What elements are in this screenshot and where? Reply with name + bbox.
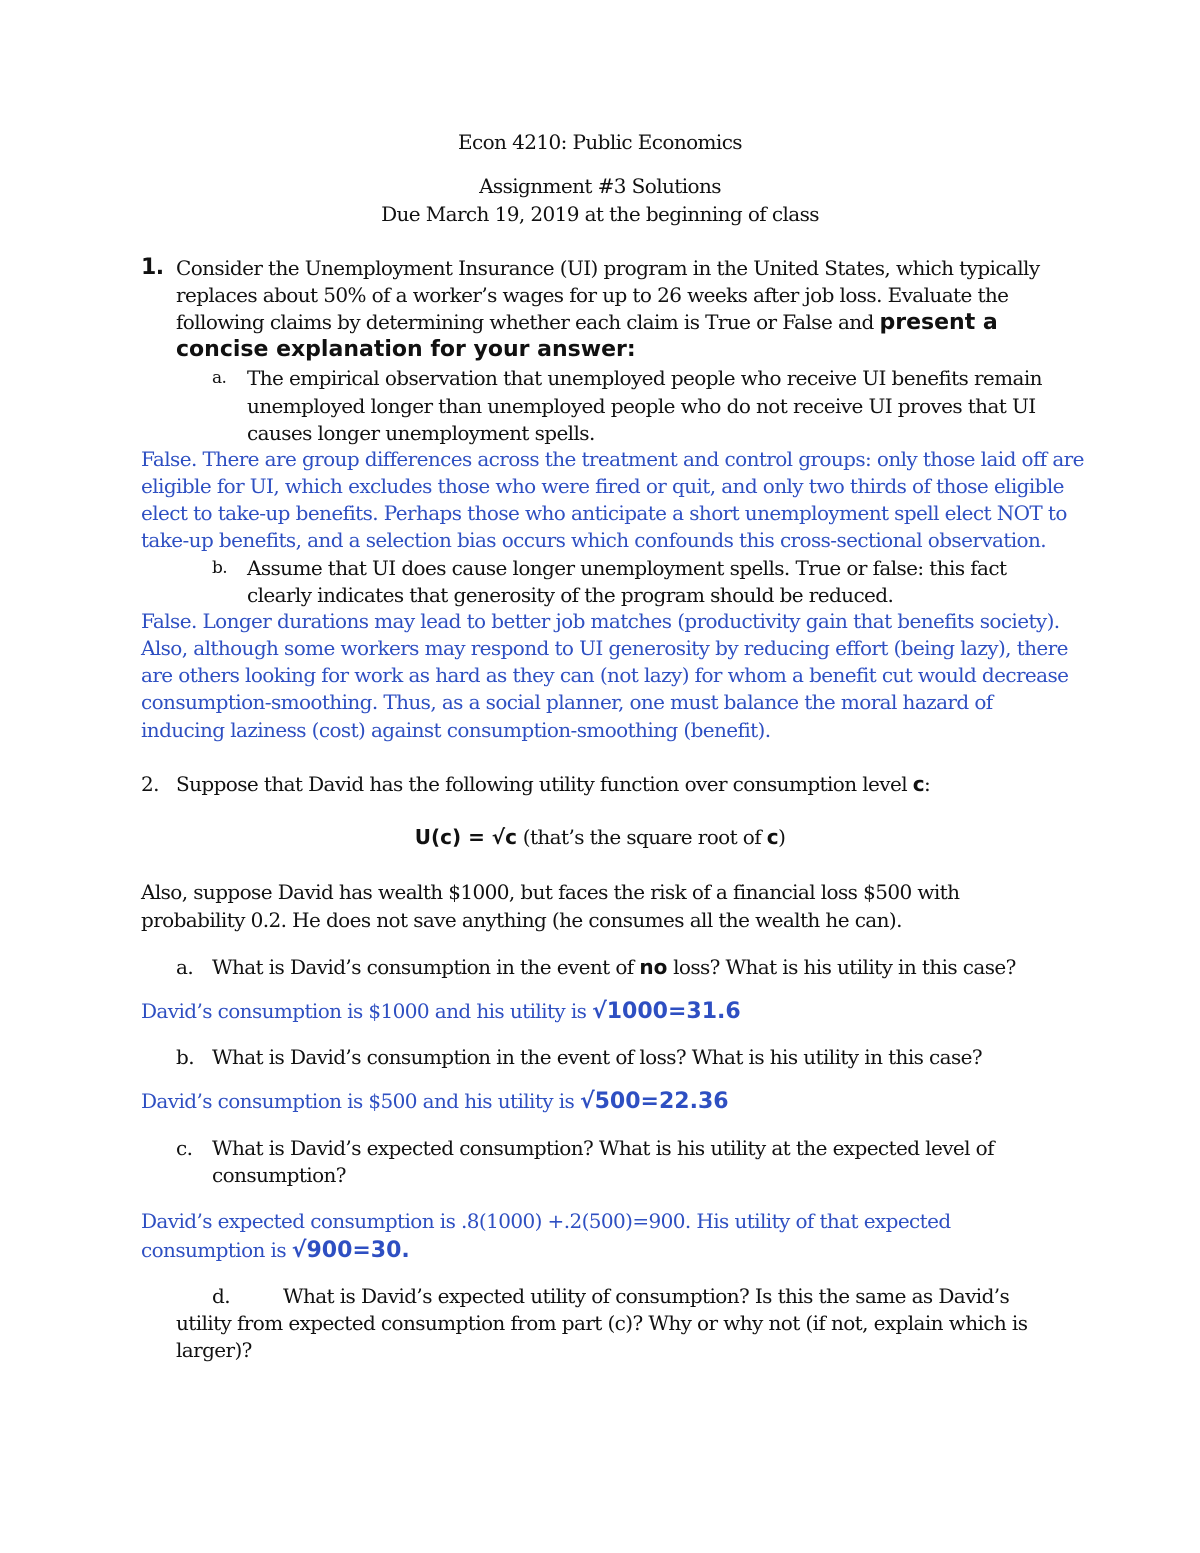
q1b-answer-3: are others looking for work as hard as they can (not lazy) for whom a benefit cut would decrease <box>141 663 1069 687</box>
q2b-letter: b. <box>176 1045 194 1069</box>
q1b-answer-1: False. Longer durations may lead to better job matches (productivity gain that benefits society). <box>141 609 1060 633</box>
utility-formula: U(c) = √c <box>414 825 517 849</box>
q2c-letter: c. <box>176 1136 193 1160</box>
q1-line-1: Consider the Unemployment Insurance (UI) program in the United States, which typically <box>176 256 1040 280</box>
q2-setup-2: probability 0.2. He does not save anything (he consumes all the wealth he can). <box>141 908 902 932</box>
q1a-line-1: The empirical observation that unemployed people who receive UI benefits remain <box>247 366 1042 390</box>
q1a-answer-4: take-up benefits, and a selection bias occurs which confounds this cross-sectional observation. <box>141 528 1047 552</box>
q2a-question <box>212 953 1016 981</box>
q2c-question-1: What is David’s expected consumption? What is his utility at the expected level of <box>212 1136 994 1160</box>
course-title: Econ 4210: Public Economics <box>458 130 742 154</box>
q2-number: 2. <box>141 772 159 796</box>
q2d-question-1: What is David’s expected utility of consumption? Is this the same as David’s <box>283 1284 1010 1308</box>
q1-line-3-text: following claims by determining whether each claim is True or False and <box>176 310 880 334</box>
formula-note-post: ) <box>778 825 786 849</box>
q1-emphasis-b: concise explanation for your answer: <box>176 337 636 362</box>
q1-line-2: replaces about 50% of a worker’s wages for up to 26 weeks after job loss. Evaluate the <box>176 283 1009 307</box>
q1b-answer-5: inducing laziness (cost) against consumption-smoothing (benefit). <box>141 718 771 742</box>
q1-emphasis-a: present a <box>879 310 998 335</box>
q2c-answer-value: √900=30. <box>291 1238 410 1263</box>
q1-line-3 <box>176 308 998 337</box>
q2-intro-end: : <box>924 772 931 796</box>
q1b-answer-4: consumption-smoothing. Thus, as a social planner, one must balance the moral hazard of <box>141 690 993 714</box>
q2a-question-post: loss? What is his utility in this case? <box>667 955 1016 979</box>
q1-number: 1. <box>141 255 164 280</box>
q2a-question-no: no <box>639 955 668 979</box>
q2a-question-pre: What is David’s consumption in the event of <box>212 955 640 979</box>
q2c-answer-1: David’s expected consumption is .8(1000) +.2(500)=900. His utility of that expected <box>141 1209 951 1233</box>
q2b-answer-value: √500=22.36 <box>579 1089 729 1114</box>
q1b-line-1: Assume that UI does cause longer unemployment spells. True or false: this fact <box>247 556 1007 580</box>
assignment-title: Assignment #3 Solutions <box>479 174 721 198</box>
q2a-answer <box>141 997 741 1026</box>
q2d-question-3: larger)? <box>176 1338 252 1362</box>
q1a-answer-3: elect to take-up benefits. Perhaps those who anticipate a short unemployment spell elect NOT to <box>141 501 1067 525</box>
q1a-letter: a. <box>212 368 227 388</box>
q2-intro <box>176 770 930 798</box>
q2-intro-var: c <box>912 772 925 796</box>
q2c-answer-2 <box>141 1236 410 1265</box>
q1a-line-2: unemployed longer than unemployed people who do not receive UI proves that UI <box>247 394 1036 418</box>
q2b-question: What is David’s consumption in the event of loss? What is his utility in this case? <box>212 1045 982 1069</box>
q1b-answer-2: Also, although some workers may respond to UI generosity by reducing effort (being lazy), there <box>141 636 1068 660</box>
q1b-letter: b. <box>212 558 228 578</box>
q1a-answer-1: False. There are group differences across the treatment and control groups: only those laid off are <box>141 447 1084 471</box>
q2b-answer-text: David’s consumption is $500 and his utility is <box>141 1089 580 1113</box>
formula-note-pre: (that’s the square root of <box>517 825 767 849</box>
q2c-question-2: consumption? <box>212 1163 346 1187</box>
q2a-letter: a. <box>176 955 194 979</box>
q2c-answer-2-text: consumption is <box>141 1238 292 1262</box>
q2d-question-2: utility from expected consumption from part (c)? Why or why not (if not, explain which is <box>176 1311 1028 1335</box>
q1a-answer-2: eligible for UI, which excludes those who were fired or quit, and only two thirds of those eligible <box>141 474 1064 498</box>
q1a-line-3: causes longer unemployment spells. <box>247 421 595 445</box>
utility-formula-line <box>0 823 1200 851</box>
formula-note-var: c <box>766 825 779 849</box>
q1b-line-2: clearly indicates that generosity of the program should be reduced. <box>247 583 894 607</box>
q2a-answer-text: David’s consumption is $1000 and his utility is <box>141 999 593 1023</box>
q2d-letter: d. <box>212 1284 230 1308</box>
q2-setup-1: Also, suppose David has wealth $1000, but faces the risk of a financial loss $500 with <box>141 880 960 904</box>
due-date: Due March 19, 2019 at the beginning of class <box>381 202 819 226</box>
q2a-answer-value: √1000=31.6 <box>592 999 741 1024</box>
q2-intro-text: Suppose that David has the following utility function over consumption level <box>176 772 913 796</box>
q2b-answer <box>141 1087 729 1116</box>
